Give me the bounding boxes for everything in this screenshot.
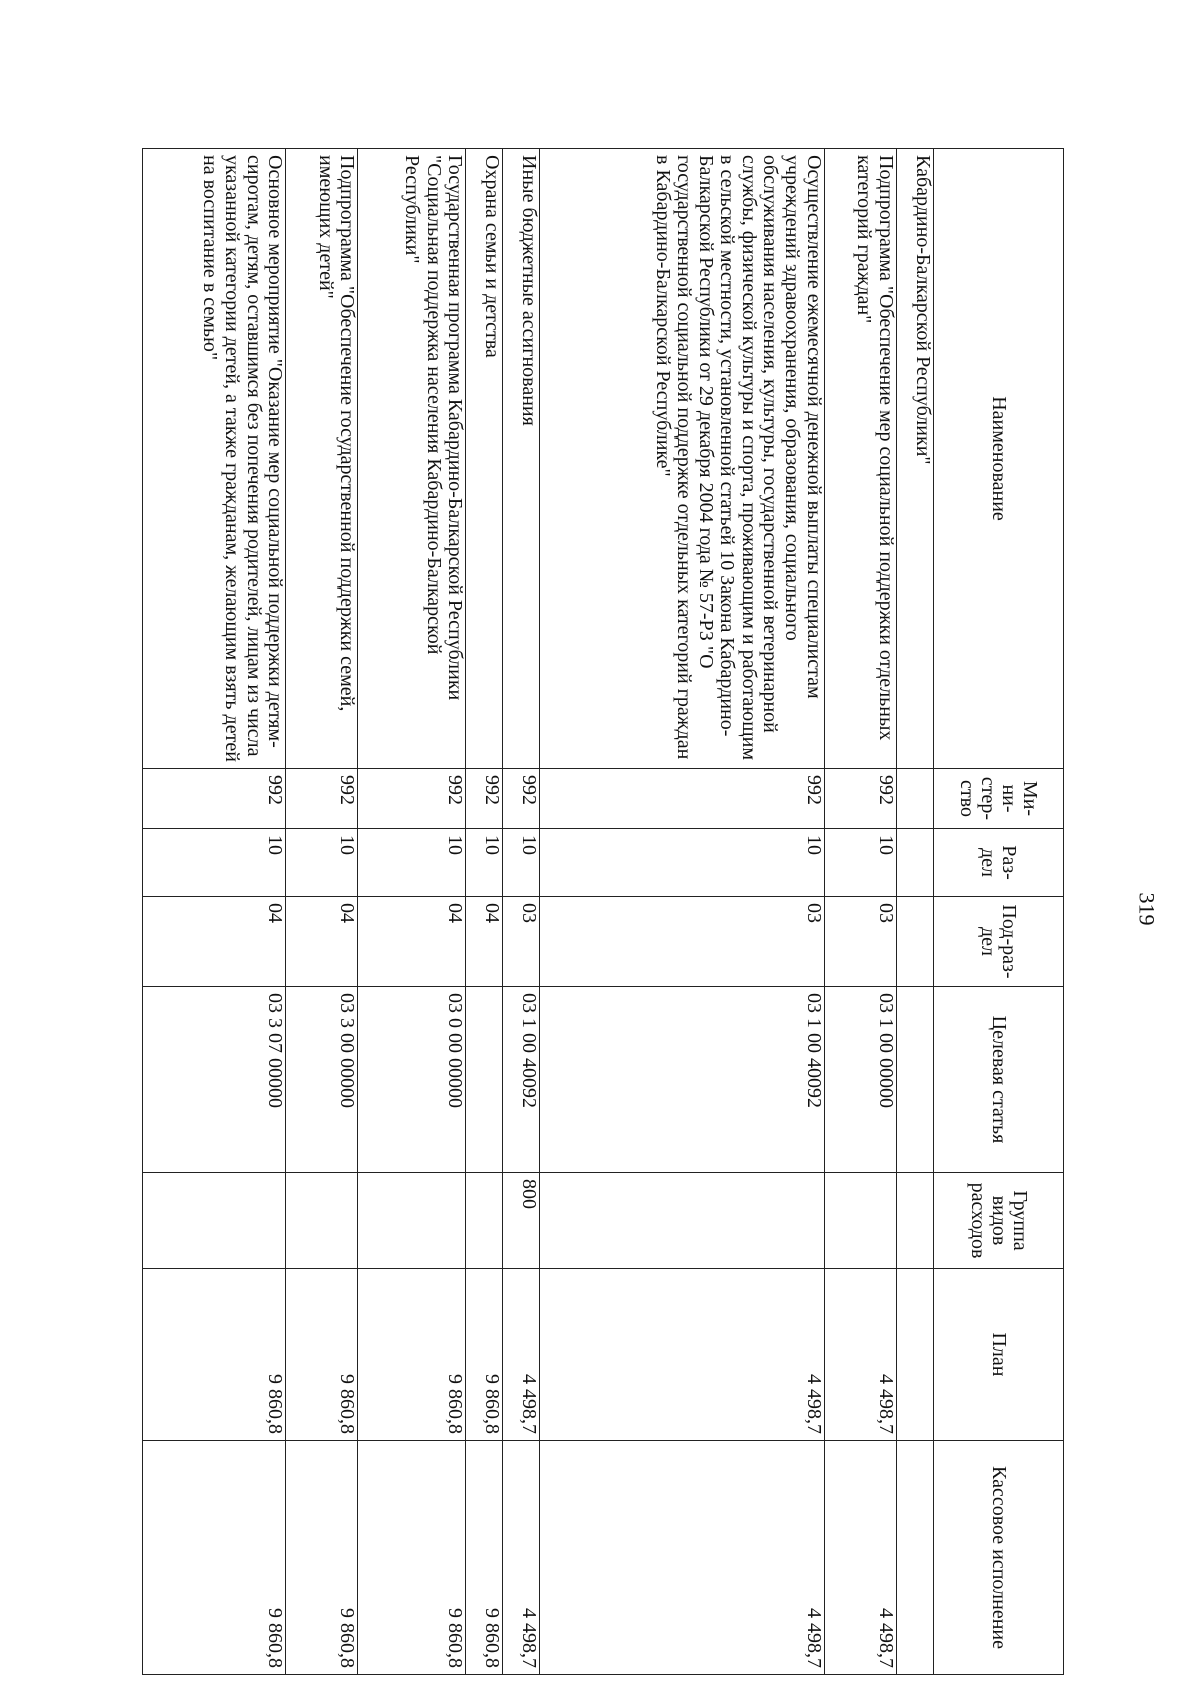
table-header-row: [934, 149, 1064, 1675]
header-name: Наименование: [934, 149, 1064, 769]
cell-section: 10: [540, 829, 825, 897]
cell-group: [897, 1173, 934, 1269]
cell-subsection: 04: [358, 897, 466, 987]
cell-execution: 9 860,8: [358, 1441, 466, 1675]
cell-ministry: 992: [143, 769, 286, 829]
cell-name: Иные бюджетные ассигнования: [503, 149, 540, 769]
header-plan: План: [934, 1269, 1064, 1441]
cell-target: 03 1 00 40092: [540, 987, 825, 1173]
cell-ministry: 992: [358, 769, 466, 829]
cell-execution: [897, 1441, 934, 1675]
cell-plan: 9 860,8: [466, 1269, 503, 1441]
cell-plan: [897, 1269, 934, 1441]
table-row: [358, 149, 466, 1675]
cell-section: 10: [503, 829, 540, 897]
cell-group: [466, 1173, 503, 1269]
header-execution: Кассовое исполнение: [934, 1441, 1064, 1675]
cell-section: 10: [824, 829, 896, 897]
cell-group: 800: [503, 1173, 540, 1269]
cell-name: Подпрограмма "Обеспечение мер социальной поддержки отдельных категорий граждан": [824, 149, 896, 769]
header-target: Целевая статья: [934, 987, 1064, 1173]
header-section: Раз-дел: [934, 829, 1064, 897]
cell-name: Кабардино-Балкарской Республики": [897, 149, 934, 769]
cell-ministry: 992: [503, 769, 540, 829]
cell-execution: 4 498,7: [540, 1441, 825, 1675]
table-row: [824, 149, 896, 1675]
cell-group: [540, 1173, 825, 1269]
cell-subsection: 03: [824, 897, 896, 987]
cell-execution: 9 860,8: [286, 1441, 358, 1675]
budget-table: [142, 148, 1064, 1675]
cell-subsection: 03: [503, 897, 540, 987]
header-subsection: Под-раз-дел: [934, 897, 1064, 987]
cell-name: Государственная программа Кабардино-Балкарской Республики "Социальная поддержка населения Кабардино-Балкарской Республики": [358, 149, 466, 769]
cell-name: Основное мероприятие "Оказание мер социальной поддержки детям-сиротам, детям, оставшимся без попечения родителей, лицам из числа указанной категории детей, а также гражданам, желающим взять детей на воспитание в семью": [143, 149, 286, 769]
cell-target: 03 1 00 40092: [503, 987, 540, 1173]
cell-group: [824, 1173, 896, 1269]
cell-ministry: 992: [540, 769, 825, 829]
cell-subsection: 04: [143, 897, 286, 987]
cell-target: [466, 987, 503, 1173]
header-group: Группа видов расходов: [934, 1173, 1064, 1269]
cell-plan: 9 860,8: [358, 1269, 466, 1441]
table-row: [286, 149, 358, 1675]
cell-subsection: 04: [466, 897, 503, 987]
cell-plan: 9 860,8: [143, 1269, 286, 1441]
cell-group: [358, 1173, 466, 1269]
table-row: [143, 149, 286, 1675]
table-row: [897, 149, 934, 1675]
cell-target: 03 3 07 00000: [143, 987, 286, 1173]
cell-target: 03 1 00 00000: [824, 987, 896, 1173]
cell-group: [143, 1173, 286, 1269]
cell-target: 03 0 00 00000: [358, 987, 466, 1173]
cell-subsection: 03: [540, 897, 825, 987]
cell-name: Подпрограмма "Обеспечение государственной поддержки семей, имеющих детей": [286, 149, 358, 769]
cell-section: 10: [286, 829, 358, 897]
cell-target: [897, 987, 934, 1173]
cell-execution: 4 498,7: [503, 1441, 540, 1675]
cell-section: 10: [466, 829, 503, 897]
cell-plan: 4 498,7: [824, 1269, 896, 1441]
cell-section: 10: [143, 829, 286, 897]
table-row: [503, 149, 540, 1675]
header-ministry: Ми-ни-стер-ство: [934, 769, 1064, 829]
cell-plan: 4 498,7: [503, 1269, 540, 1441]
cell-group: [286, 1173, 358, 1269]
cell-execution: 9 860,8: [466, 1441, 503, 1675]
cell-section: [897, 829, 934, 897]
cell-ministry: 992: [466, 769, 503, 829]
cell-execution: 4 498,7: [824, 1441, 896, 1675]
cell-plan: 4 498,7: [540, 1269, 825, 1441]
cell-ministry: [897, 769, 934, 829]
cell-ministry: 992: [824, 769, 896, 829]
cell-subsection: 04: [286, 897, 358, 987]
cell-execution: 9 860,8: [143, 1441, 286, 1675]
page-number: 319: [1134, 892, 1160, 926]
cell-subsection: [897, 897, 934, 987]
cell-target: 03 3 00 00000: [286, 987, 358, 1173]
cell-name: Осуществление ежемесячной денежной выплаты специалистам учреждений здравоохранения, образования, социального обслуживания населения, культуры, государственной ветеринарной службы, физической культуры и спорта, проживающим и работающим в сельской местности, установленной статьей 10 Закона Кабардино-Балкарской Республики от 29 декабря 2004 года № 57-РЗ "О государственной социальной поддержке отдельных категорий граждан в Кабардино-Балкарской Республике": [540, 149, 825, 769]
cell-ministry: 992: [286, 769, 358, 829]
table-row: [540, 149, 825, 1675]
cell-name: Охрана семьи и детства: [466, 149, 503, 769]
cell-section: 10: [358, 829, 466, 897]
rotated-table-container: [142, 148, 1064, 1674]
table-row: [466, 149, 503, 1675]
cell-plan: 9 860,8: [286, 1269, 358, 1441]
